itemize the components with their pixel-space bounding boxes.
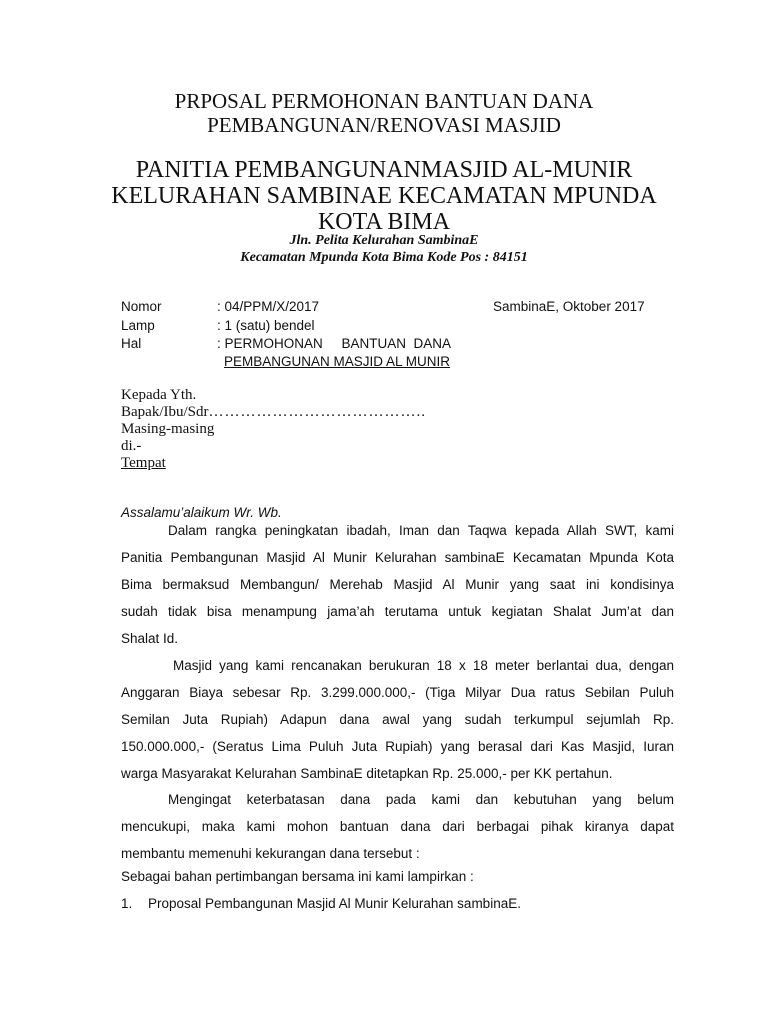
committee-line1: PANITIA PEMBANGUNANMASJID AL-MUNIR [135, 157, 633, 183]
proposal-title-line2: PEMBANGUNAN/RENOVASI MASJID [207, 113, 561, 137]
recipient-line2 [121, 404, 426, 421]
paragraph-2-line: Anggaran Biaya sebesar Rp. 3.299.000.000,- (Tiga Milyar Dua ratus Sebilan Puluh [121, 685, 674, 700]
paragraph-1-line: sudah tidak bisa menampung jama’ah terutama untuk kegiatan Shalat Jum’at dan [121, 604, 674, 619]
paragraph-2 [121, 652, 674, 787]
paragraph-3-line: mencukupi, maka kami mohon bantuan dana dari berbagai pihak kiranya dapat [121, 819, 674, 834]
recipient-line1: Kepada Yth. [121, 387, 197, 403]
paragraph-3 [121, 786, 674, 867]
attachment-item-number: 1. [121, 896, 133, 911]
paragraph-3-line: membantu memenuhi kekurangan dana tersebut : [121, 846, 420, 861]
address-line1: Jln. Pelita Kelurahan SambinaE [289, 233, 479, 248]
place-date: SambinaE, Oktober 2017 [493, 299, 645, 314]
nomor-value: : 04/PPM/X/2017 [217, 299, 320, 314]
paragraph-2-line: 150.000.000,- (Seratus Lima Puluh Juta Rupiah) yang berasal dari Kas Masjid, Iuran [121, 739, 674, 754]
paragraph-1 [121, 517, 674, 652]
committee-line3: KOTA BIMA [317, 209, 451, 235]
nomor-label: Nomor [121, 299, 162, 314]
paragraph-2-line: warga Masyarakat Kelurahan SambinaE ditetapkan Rp. 25.000,- per KK pertahun. [121, 766, 613, 781]
attachment-item-text: Proposal Pembangunan Masjid Al Munir Kelurahan sambinaE. [148, 896, 521, 911]
recipient-line2-dots: ………………………………….. [208, 404, 426, 420]
paragraph-3-line: Mengingat keterbatasan dana pada kami dan kebutuhan yang belum [168, 792, 674, 807]
lamp-label: Lamp [121, 318, 155, 333]
paragraph-1-line: Shalat Id. [121, 631, 179, 646]
lamp-value: : 1 (satu) bendel [217, 318, 315, 333]
recipient-line4: di.- [121, 438, 142, 454]
paragraph-2-line: Semilan Juta Rupiah) Adapun dana awal yang sudah terkumpul sejumlah Rp. [121, 712, 674, 727]
greeting: Assalamu’alaikum Wr. Wb. [121, 505, 282, 520]
paragraph-1-line: Dalam rangka peningkatan ibadah, Iman dan Taqwa kepada Allah SWT, kami [168, 523, 674, 538]
committee-line2: KELURAHAN SAMBINAE KECAMATAN MPUNDA [111, 183, 657, 209]
recipient-line2-prefix: Bapak/Ibu/Sdr [121, 404, 209, 420]
attachment-intro: Sebagai bahan pertimbangan bersama ini kami lampirkan : [121, 869, 474, 884]
recipient-line5: Tempat [121, 455, 166, 471]
paragraph-1-line: Bima bermaksud Membangun/ Merehab Masjid Al Munir yang saat ini kondisinya [121, 577, 674, 592]
proposal-title-line1: PRPOSAL PERMOHONAN BANTUAN DANA [174, 89, 594, 113]
hal-value-line2: PEMBANGUNAN MASJID AL MUNIR [224, 354, 451, 369]
address-line2: Kecamatan Mpunda Kota Bima Kode Pos : 84151 [240, 250, 528, 265]
recipient-line3: Masing-masing [121, 421, 215, 437]
paragraph-1-line: Panitia Pembangunan Masjid Al Munir Kelurahan sambinaE Kecamatan Mpunda Kota [121, 550, 674, 565]
hal-label: Hal [121, 336, 142, 351]
paragraph-2-line: Masjid yang kami rencanakan berukuran 18 x 18 meter berlantai dua, dengan [173, 658, 674, 673]
hal-value-line1: : PERMOHONAN BANTUAN DANA [217, 336, 452, 351]
